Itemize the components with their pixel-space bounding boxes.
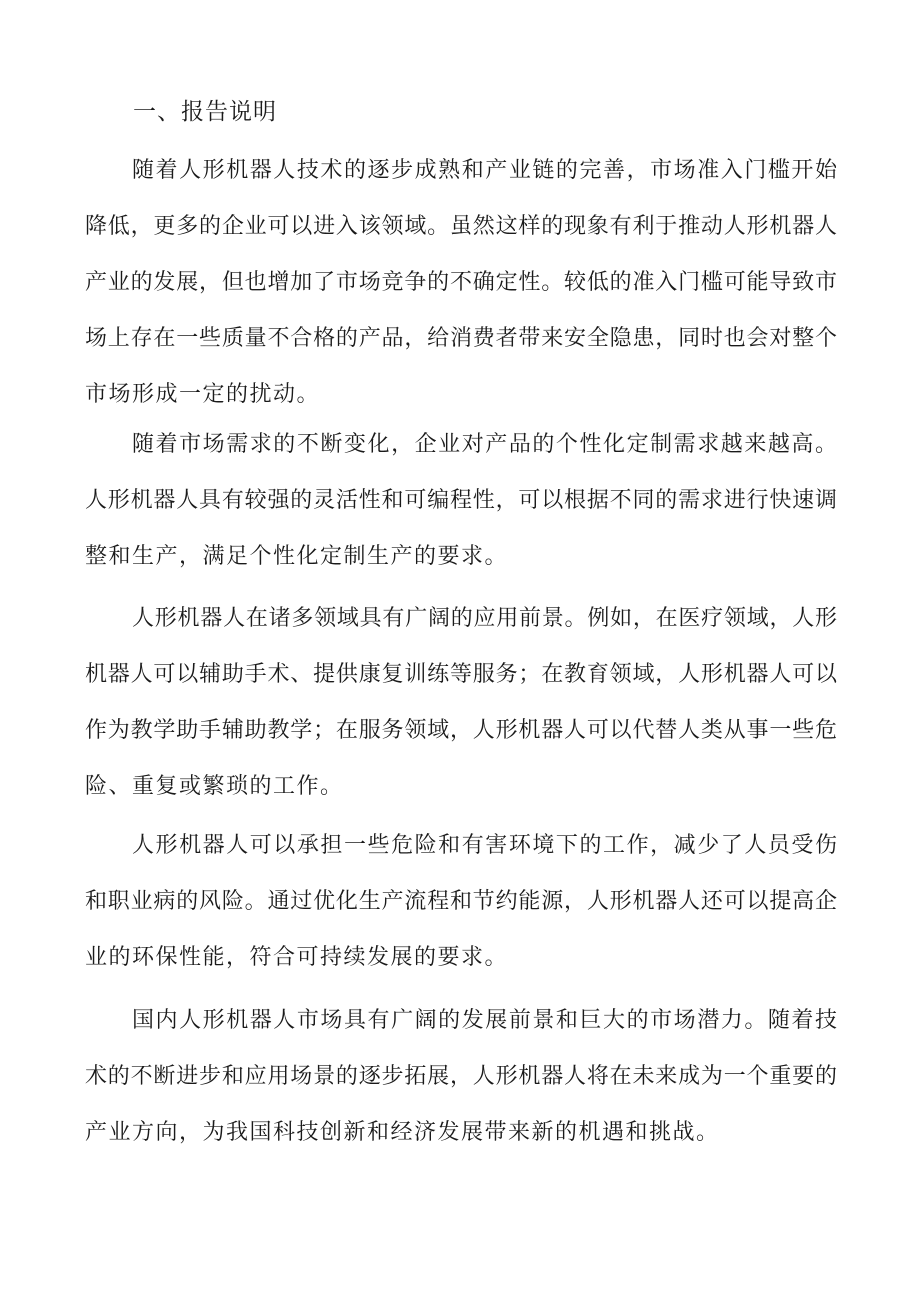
- paragraph-line: 产业方向，为我国科技创新和经济发展带来新的机遇和挑战。: [85, 1120, 720, 1145]
- paragraph-line: 降低，更多的企业可以进入该领域。虽然这样的现象有利于推动人形机器人: [85, 214, 837, 239]
- paragraph-line: 术的不断进步和应用场景的逐步拓展，人形机器人将在未来成为一个重要的: [85, 1064, 837, 1089]
- paragraph-line: 市场形成一定的扰动。: [85, 382, 321, 407]
- paragraph-line: 随着市场需求的不断变化，企业对产品的个性化定制需求越来越高。: [132, 432, 837, 457]
- paragraph-3: [85, 591, 837, 815]
- paragraph-line: 随着人形机器人技术的逐步成熟和产业链的完善，市场准入门槛开始: [132, 158, 837, 183]
- paragraph-line: 人形机器人在诸多领域具有广阔的应用前景。例如，在医疗领域，人形: [132, 606, 837, 631]
- paragraph-line: 险、重复或繁琐的工作。: [85, 774, 344, 799]
- paragraph-2: [85, 417, 837, 585]
- paragraph-line: 人形机器人可以承担一些危险和有害环境下的工作，减少了人员受伤: [132, 833, 837, 858]
- paragraph-line: 产业的发展，但也增加了市场竞争的不确定性。较低的准入门槛可能导致市: [85, 270, 837, 295]
- paragraph-line: 场上存在一些质量不合格的产品，给消费者带来安全隐患，同时也会对整个: [85, 326, 837, 351]
- paragraph-line: 国内人形机器人市场具有广阔的发展前景和巨大的市场潜力。随着技: [132, 1008, 837, 1033]
- paragraph-4: [85, 818, 837, 986]
- paragraph-line: 业的环保性能，符合可持续发展的要求。: [85, 945, 509, 970]
- section-heading: 一、报告说明: [133, 99, 277, 125]
- paragraph-line: 和职业病的风险。通过优化生产流程和节约能源，人形机器人还可以提高企: [85, 889, 837, 914]
- paragraph-line: 机器人可以辅助手术、提供康复训练等服务；在教育领域，人形机器人可以: [85, 662, 837, 687]
- paragraph-line: 作为教学助手辅助教学；在服务领域，人形机器人可以代替人类从事一些危: [85, 718, 837, 743]
- paragraph-line: 人形机器人具有较强的灵活性和可编程性，可以根据不同的需求进行快速调: [85, 488, 837, 513]
- paragraph-line: 整和生产，满足个性化定制生产的要求。: [85, 544, 509, 569]
- paragraph-5: [85, 993, 837, 1161]
- paragraph-1: [85, 143, 837, 423]
